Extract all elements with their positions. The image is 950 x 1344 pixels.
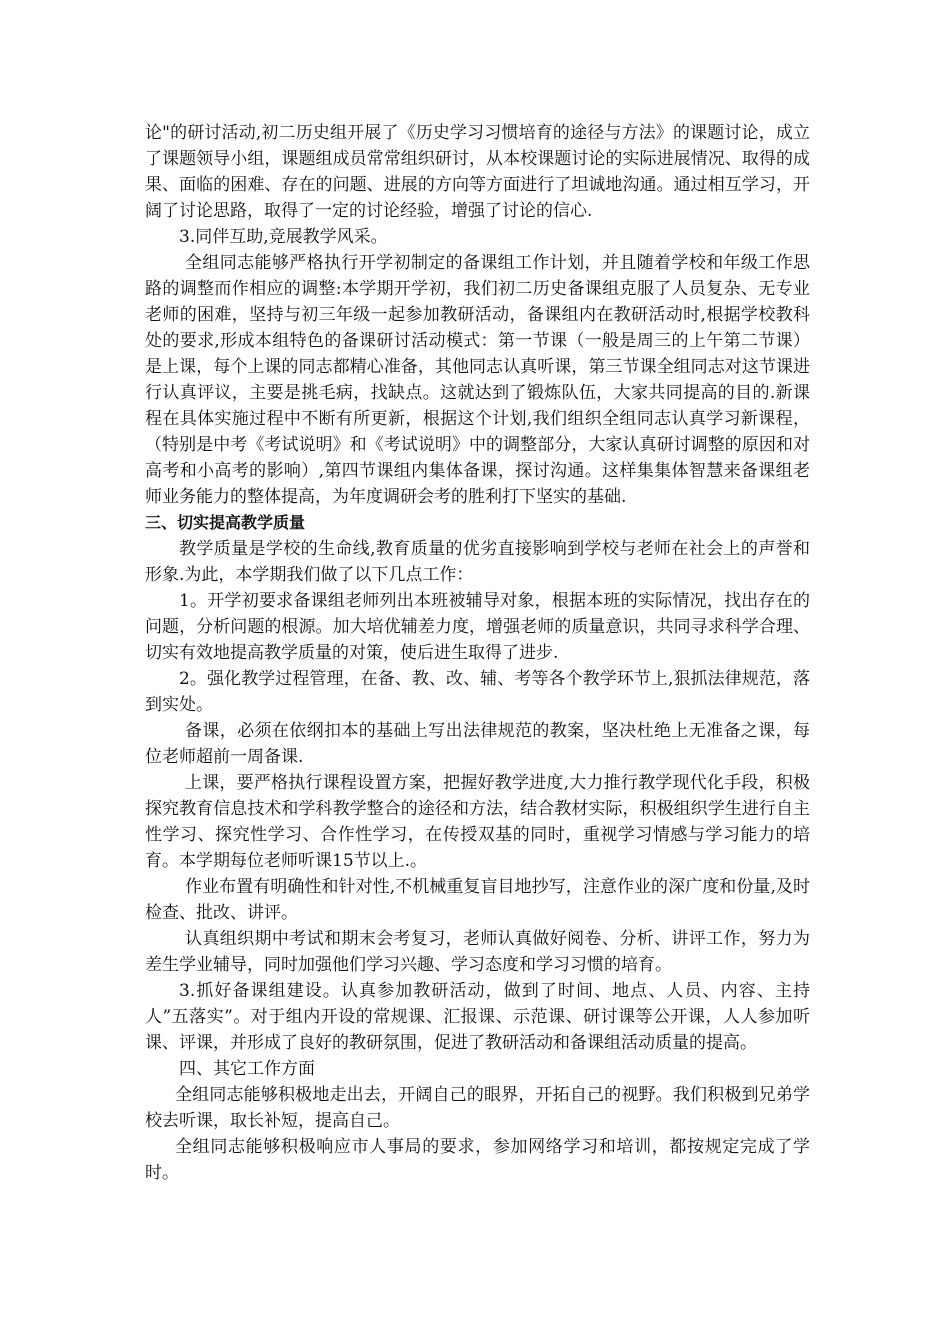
section-heading-other-work: 四、其它工作方面 — [179, 1059, 315, 1079]
document-page — [145, 120, 810, 1186]
paragraph-lesson-preparation: 备课，必须在依纲扣本的基础上写出法律规范的教案，坚决杜绝上无准备之课，每位老师超前一周备课. — [145, 721, 810, 767]
paragraph-homework: 作业布置有明确性和针对性,不机械重复盲目地抄写，注意作业的深广度和份量,及时检查、批改、讲评。 — [145, 877, 810, 923]
paragraph-training: 全组同志能够积极响应市人事局的要求，参加网络学习和培训，都按规定完成了学时。 — [145, 1137, 810, 1183]
paragraph-item-1: 1。开学初要求备课组老师列出本班被辅导对象，根据本班的实际情况，找出存在的问题，分析问题的根源。加大培优辅差力度，增强老师的质量意识，共同寻求科学合理、切实有效地提高教学质量的对策，使后进生取得了进步. — [145, 591, 810, 663]
section-heading-teaching-quality: 三、切实提高教学质量 — [145, 513, 306, 532]
subheading-peer-support: 3.同伴互助,竞展教学风采。 — [179, 227, 388, 247]
paragraph-item-3: 3.抓好备课组建设。认真参加教研活动，做到了时间、地点、人员、内容、主持人”五落实”。对于组内开设的常规课、汇报课、示范课、研讨课等公开课，人人参加听课、评课，并形成了良好的教研氛围，促进了教研活动和备课组活动质量的提高。 — [145, 981, 810, 1053]
paragraph-item-2: 2。强化教学过程管理，在备、教、改、辅、考等各个教学环节上,狠抓法律规范，落到实处。 — [145, 669, 810, 715]
paragraph-quality-intro: 教学质量是学校的生命线,教育质量的优劣直接影响到学校与老师在社会上的声誉和形象.为此，本学期我们做了以下几点工作： — [145, 539, 810, 585]
paragraph-outreach: 全组同志能够积极地走出去，开阔自己的眼界，开拓自己的视野。我们积极到兄弟学校去听课，取长补短，提高自己。 — [145, 1085, 810, 1131]
paragraph-classroom-teaching: 上课，要严格执行课程设置方案，把握好教学进度,大力推行教学现代化手段，积极探究教育信息技术和学科教学整合的途径和方法，结合教材实际，积极组织学生进行自主性学习、探究性学习、合作性学习，在传授双基的同时，重视学习情感与学习能力的培育。本学期每位老师听课15节以上.。 — [145, 773, 810, 871]
paragraph-exams: 认真组织期中考试和期末会考复习，老师认真做好阅卷、分析、讲评工作，努力为差生学业辅导，同时加强他们学习兴趣、学习态度和学习习惯的培育。 — [145, 929, 810, 975]
paragraph-lesson-prep-plan: 全组同志能够严格执行开学初制定的备课组工作计划，并且随着学校和年级工作思路的调整而作相应的调整:本学期开学初，我们初二历史备课组克服了人员复杂、无专业老师的困难，坚持与初三年级一起参加教研活动，备课组内在教研活动时,根据学校教科处的要求,形成本组特色的备课研讨活动模式：第一节课（一般是周三的上午第二节课）是上课，每个上课的同志都精心准备，其他同志认真听课，第三节课全组同志对这节课进行认真评议，主要是挑毛病，找缺点。这就达到了锻炼队伍，大家共同提高的目的.新课程在具体实施过程中不断有所更新，根据这个计划,我们组织全组同志认真学习新课程，（特别是中考《考试说明》和《考试说明》中的调整部分，大家认真研讨调整的原因和对高考和小高考的影响）,第四节课组内集体备课，探讨沟通。这样集集体智慧来备课组老师业务能力的整体提高，为年度调研会考的胜利打下坚实的基础. — [145, 253, 810, 507]
paragraph-research-activity: 论"的研讨活动,初二历史组开展了《历史学习习惯培育的途径与方法》的课题讨论，成立了课题领导小组，课题组成员常常组织研讨，从本校课题讨论的实际进展情况、取得的成果、面临的困难、存在的问题、进展的方向等方面进行了坦诚地沟通。通过相互学习，开阔了讨论思路，取得了一定的讨论经验，增强了讨论的信心. — [145, 123, 810, 221]
